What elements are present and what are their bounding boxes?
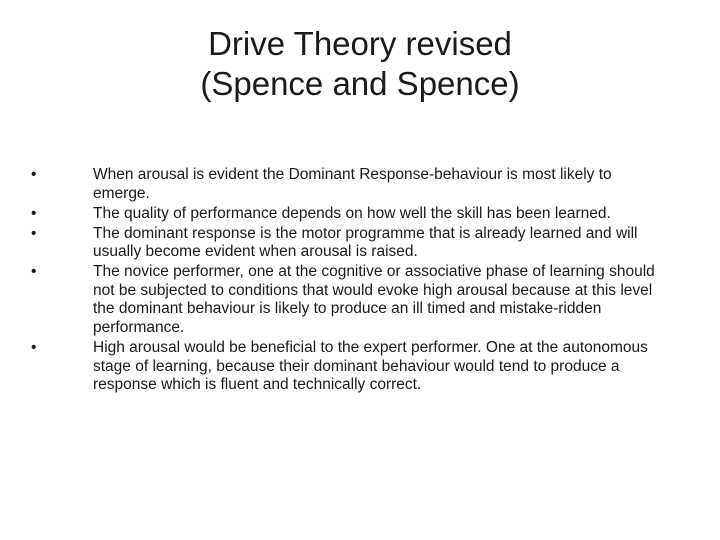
bullet-item-5 (31, 339, 671, 395)
title-line-2: (Spence and Spence) (200, 65, 520, 102)
bullet-text: When arousal is evident the Dominant Response-behaviour is most likely to emerge. (93, 166, 612, 202)
slide-title (0, 24, 720, 104)
bullet-item-4 (31, 263, 671, 337)
bullet-text: The novice performer, one at the cognitive or associative phase of learning should not be subjected to conditions that would evoke high arousal because at this level the dominant behaviour is likely to produce an ill timed and mistake-ridden performance. (93, 263, 655, 336)
bullet-text: The quality of performance depends on how well the skill has been learned. (93, 204, 611, 222)
bullet-marker: • (31, 338, 37, 356)
bullet-item-3 (31, 225, 671, 262)
bullet-marker: • (31, 166, 37, 183)
bullet-item-1 (31, 166, 671, 203)
bullet-marker: • (31, 224, 37, 242)
title-line-1: Drive Theory revised (208, 25, 512, 62)
bullet-marker: • (31, 263, 37, 281)
bullet-text: High arousal would be beneficial to the expert performer. One at the autonomous stage of learning, because their dominant behaviour would tend to produce a response which is fluent and technically correct. (93, 338, 648, 394)
bullet-text: The dominant response is the motor programme that is already learned and will usually become evident when arousal is raised. (93, 224, 638, 261)
bullet-marker: • (31, 204, 37, 222)
bullet-list (31, 166, 671, 396)
bullet-item-2 (31, 205, 671, 224)
